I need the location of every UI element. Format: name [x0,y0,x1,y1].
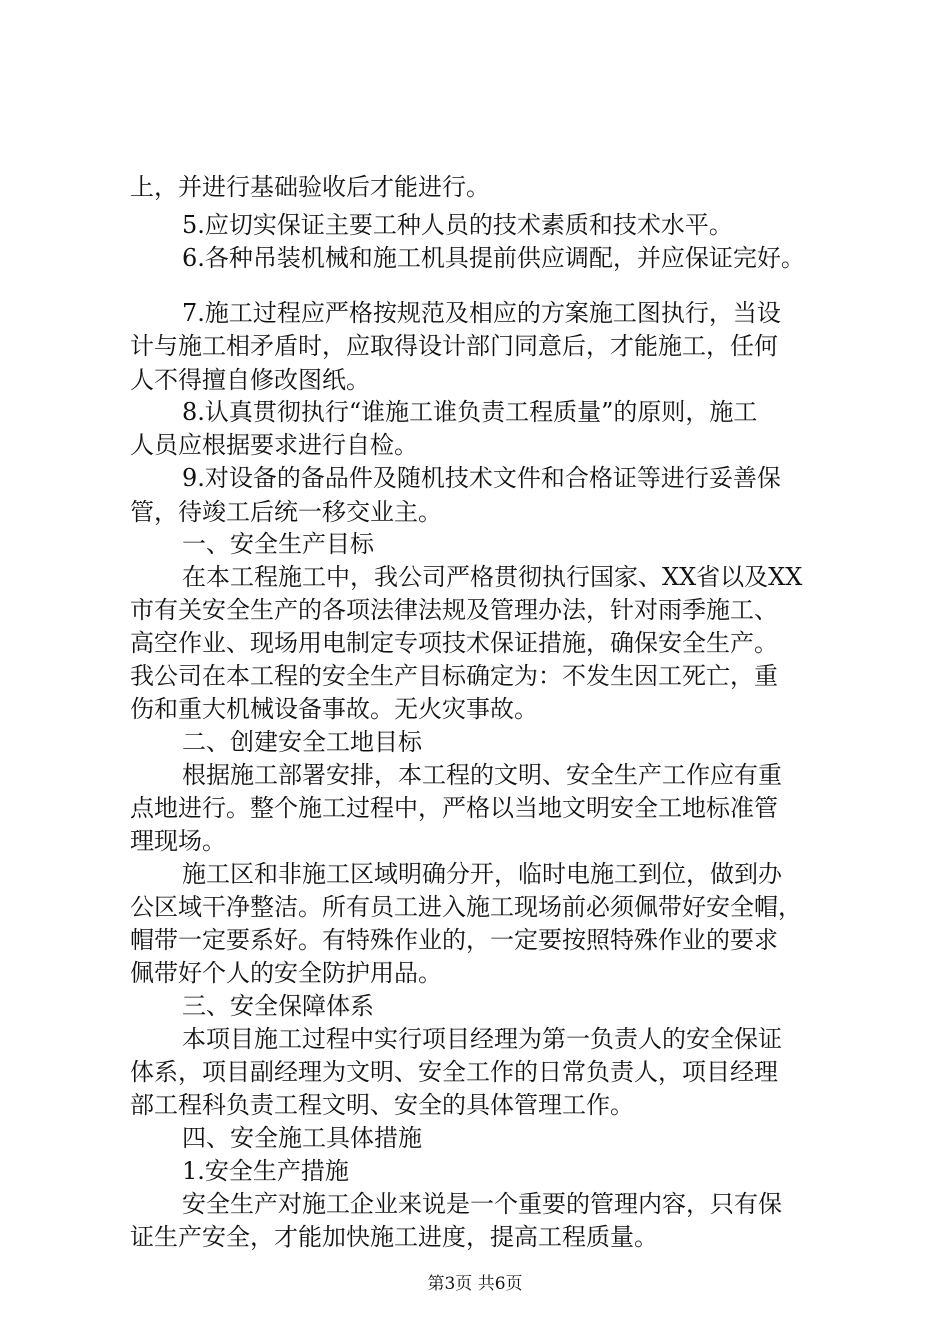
text-line: 上，并进行基础验收后才能进行。 [130,173,490,201]
text-line: 佩带好个人的安全防护用品。 [130,959,442,987]
text-line: 人不得擅自修改图纸。 [130,366,370,394]
text-line: 本项目施工过程中实行项目经理为第一负责人的安全保证 [182,1025,782,1053]
text-line: 施工区和非施工区域明确分开，临时电施工到位，做到办 [182,860,782,888]
text-line: 6.各种吊装机械和施工机具提前供应调配，并应保证完好。 [182,244,805,272]
text-line: 点地进行。整个施工过程中，严格以当地文明安全工地标准管 [130,794,778,822]
text-line: 根据施工部署安排，本工程的文明、安全生产工作应有重 [182,761,782,789]
text-line: 证生产安全，才能加快施工进度，提高工程质量。 [130,1223,658,1251]
text-line: 5.应切实保证主要工种人员的技术素质和技术水平。 [182,211,733,239]
text-line: 9.对设备的备品件及随机技术文件和合格证等进行妥善保 [182,464,781,492]
text-line: 公区域干净整洁。所有员工进入施工现场前必须佩带好安全帽， [130,893,802,921]
text-line: 市有关安全生产的各项法律法规及管理办法，针对雨季施工、 [130,596,778,624]
page-number-footer: 第3页 共6页 [427,1274,523,1294]
text-line: 我公司在本工程的安全生产目标确定为：不发生因工死亡，重 [130,662,778,690]
text-line: 部工程科负责工程文明、安全的具体管理工作。 [130,1091,634,1119]
text-line: 体系，项目副经理为文明、安全工作的日常负责人，项目经理 [130,1058,778,1086]
text-line: 帽带一定要系好。有特殊作业的，一定要按照特殊作业的要求 [130,926,778,954]
text-line: 安全生产对施工企业来说是一个重要的管理内容，只有保 [182,1190,782,1218]
text-line: 理现场。 [130,827,226,855]
text-line: 人员应根据要求进行自检。 [130,431,418,459]
text-line: 计与施工相矛盾时，应取得设计部门同意后，才能施工，任何 [130,332,778,360]
section-heading: 三、安全保障体系 [182,992,374,1020]
section-heading: 一、安全生产目标 [182,530,374,558]
subsection-heading: 1.安全生产措施 [182,1157,349,1185]
text-line: 伤和重大机械设备事故。无火灾事故。 [130,695,538,723]
text-line: 7.施工过程应严格按规范及相应的方案施工图执行，当设 [182,299,781,327]
text-line: 管，待竣工后统一移交业主。 [130,498,442,526]
text-line: 高空作业、现场用电制定专项技术保证措施，确保安全生产。 [130,629,778,657]
section-heading: 二、创建安全工地目标 [182,728,422,756]
text-line: 8.认真贯彻执行“谁施工谁负责工程质量”的原则，施工 [182,398,758,426]
text-line: 在本工程施工中，我公司严格贯彻执行国家、XX省以及XX [182,563,803,591]
section-heading: 四、安全施工具体措施 [182,1124,422,1152]
